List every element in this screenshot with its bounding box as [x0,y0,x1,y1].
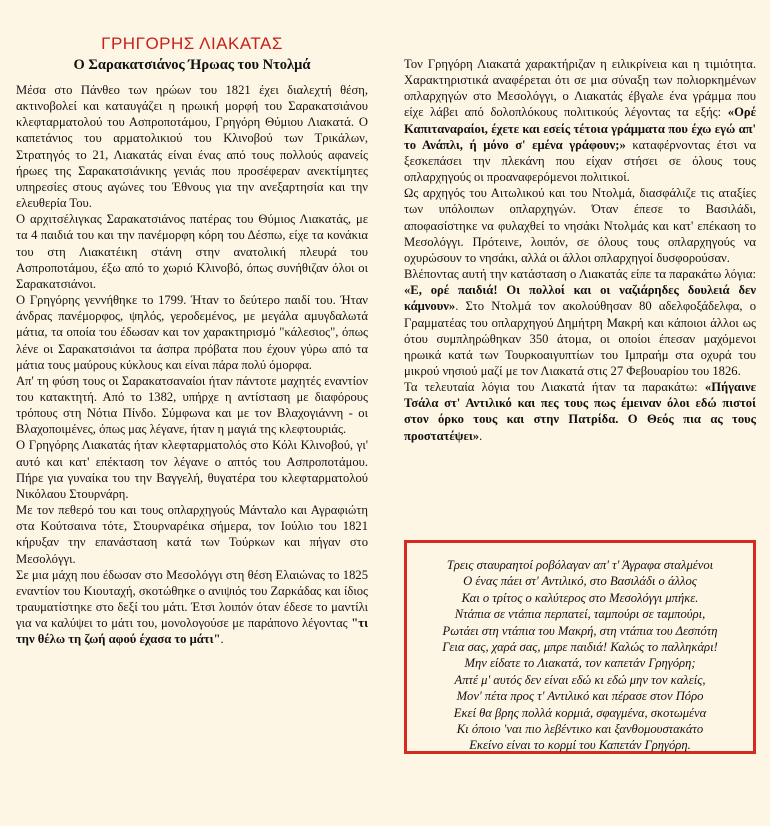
paragraph-text: Βλέποντας αυτή την κατάσταση ο Λιακατάς είπε τα παρακάτω λόγια: [404,267,756,282]
poem-line: Κι όποιο 'ναι πιο λεβέντικο και ξανθομουστακάτο [456,722,704,737]
paragraph-text: Σε μια μάχη που έδωσαν στο Μεσολόγγι στη θέση Ελαιώνας το 1825 εναντίον του Κιουταχή, σκοτώθηκε ο ανιψιός του Ζαρκάδας και ίδιος τραυματίστηκε στο δεξί του μάτι. Έτσι λοιπόν όταν έδεσε το μαντίλι για να καλύψει το μάτι του, μονολογούσε με παράπονο λέγοντας [16,567,368,631]
poem-line: Ο ένας πάει στ' Αντιλικό, στο Βασιλάδι ο άλλος [463,574,697,589]
poem-line: Εκεί θα βρης πολλά κορμιά, σφαγμένα, σκοτωμένα [453,705,707,720]
paragraph: Ο Γρηγόρης γεννήθηκε το 1799. Ήταν το δεύτερο παιδί του. Ήταν άνδρας πανέμορφος, ψηλός, γεροδεμένος, με μεγάλα αμυγδαλωτά μάτια, τα οποία του έδωσαν και τον χαρακτηρισμό "κάλεσιος", όπως λένε οι Σαρακατσιάνοι τα άσπρα πρόβατα που έχουν γύρω από τα μάτια τους μαύρους κύκλους και είναι πάρα πολύ όμορφα. [16,293,368,372]
poem-line: Μην είδατε το Λιακατά, τον καπετάν Γρηγόρη; [464,656,696,671]
quote-bold: «Πήγαινε Τσάλα στ' Αντιλικό και πες τους πως έμειναν όλοι εδώ πιστοί στον όρκο τους και στην Πατρίδα. Ο Θεός πια ας τους προστατέψει» [404,380,756,443]
paragraph-end: . [479,428,483,443]
paragraph-end: . [220,632,224,647]
poem-line: Ρωτάει στη ντάπια του Μακρή, στη ντάπια του Δεσπότη [442,623,718,638]
article-title: ΓΡΗΓΟΡΗΣ ΛΙΑΚΑΤΑΣ [101,34,283,53]
poem-line: Απτέ μ' αυτός δεν είναι εδώ κι εδώ μην τον καλείς, [454,672,706,687]
poem-box [404,540,756,754]
poem-line: Μον' πέτα προς τ' Αντιλικό και πέρασε στον Πόρο [456,689,704,704]
right-column [404,56,756,444]
paragraph: Ο αρχιτσέλιγκας Σαρακατσιάνος πατέρας του Θύμιος Λιακατάς, με τα 4 παιδιά του και την πανέμορφη κόρη του Δέσπω, είχε τα κονάκια του στη Λιακατέικη στάνη στην ανατολική πλευρά του Ασπροποτάμου, έξω από το χωριό Κλινοβό, όπως συνήθιζαν όλοι οι Σαρακατσιάνοι. [16,212,368,291]
paragraph: Ως αρχηγός του Αιτωλικού και του Ντολμά, διασφάλιζε τις αταξίες των υπόλοιπων οπλαρχηγών. Όταν έπεσε το Βασιλάδι, αποφασίστηκε να φυλαχθεί το νησάκι Ντολμάς και κατ' επέκαση το Μεσολόγγι. Πρότεινε, λοιπόν, σε όλους τους οπλαρχηγούς να οχυρώσουν το νησάκι, αλλά οι άλλοι οπλαρχηγοί δυσφορούσαν. [404,186,756,265]
paragraph [16,567,368,648]
left-column [16,0,368,647]
poem-line: Γεια σας, χαρά σας, μπρε παιδιά! Καλώς το παλληκάρι! [442,640,718,655]
paragraph: Ο Γρηγόρης Λιακατάς ήταν κλεφταρματολός στο Κόλι Κλινοβού, γι' αυτό και κατ' επέκταση τον λέγανε ο απτός του Ασπροποτάμου. Πήρε για γυναίκα του την Βαγγελή, θυγατέρα του κλεφταρματολού Νικόλαου Στουρνάρη. [16,438,368,501]
poem-line: Ντάπια σε ντάπια περπατεί, ταμπούρι σε ταμπούρι, [454,607,706,622]
quote-bold: "τι την θέλω τη ζωή αφού έχασα το μάτι" [16,616,368,647]
quote-bold: «Ε, ορέ παιδιά! Οι πολλοί και οι ναζιάρηδες δουλειά δεν κάμνουν» [404,283,756,314]
poem-line: Και ο τρίτος ο καλύτερος στο Μεσολόγγι μπήκε. [461,590,699,605]
paragraph: Με τον πεθερό του και τους οπλαρχηγούς Μάνταλο και Αγραφιώτη στα Κούτσαινα τότε, Στουρναρέικα σήμερα, τον Ιούλιο του 1821 κήρυξαν την επανάσταση κατά των Τούρκων και πήγαν στο Μεσολόγγι. [16,503,368,566]
paragraph-end: καταφέρνοντας έτσι να ξεσκεπάσει την πλεκάνη που είχαν στήσει σε όλους τους οπλαρχηγούς οι προαναφερόμενοι πολιτικοί. [404,137,757,185]
quote-bold: «Ορέ Καπιταναραίοι, έχετε και εσείς τέτοια γράμματα που έχω εγώ απ' το Ανάπλι, ή μόνο σ' εμένα γράφουν;» [404,105,756,152]
paragraph [404,379,756,444]
paragraph-end: . Στο Ντολμά τον ακολούθησαν 80 αδελφοξάδελφα, ο Γραμματέας του οπλαρχηγού Δημήτρη Μακρή και κάποιοι άλλοι ως ότου συμπληρώθηκαν 350 άτομα, οι οποίοι έπεσαν μαχόμενοι ηρωικά κατά των Τουρκοαιγυπτίων του Ιμπραήμ στα οχυρά του μικρού νησιού μαζί με τον Λιακατά στις 27 Φεβουαρίου του 1826. [404,299,756,378]
poem-line: Τρεις σταυραητοί ροβόλαγαν απ' τ' Άγραφα σταλμένοι [446,558,714,572]
article-subtitle: Ο Σαρακατσιάνος Ήρωας του Ντολμά [73,57,311,73]
paragraph: Απ' τη φύση τους οι Σαρακατσαναίοι ήταν πάντοτε μαχητές εναντίον του κατακτητή. Από το 1382, υπήρχε η αντίσταση με διαφόρους τρόπους στη Νότια Πίνδο. Σύμφωνα και με τον Βλαχογιάννη - οι Βλαχοποιμένες, όπως μας λέγανε, ήταν η μαγιά της κλεφτουριάς. [16,373,368,437]
paragraph-text: Τον Γρηγόρη Λιακατά χαρακτήριζαν η ειλικρίνεια και η τιμιότητα. Χαρακτηριστικά αναφέρεται ότι σε μια σύναξη των πολιορκημένων οπλαρχηγών στο Μεσολόγγι, ο Λιακατάς έβγαλε ένα γράμμα που είχε λάβει από δολοπλόκους πολιτικούς λέγοντας τα εξής: [404,57,756,120]
poem-line: Εκείνο είναι το κορμί του Καπετάν Γρηγόρη. [469,738,691,753]
paragraph: Μέσα στο Πάνθεο των ηρώων του 1821 έχει διαλεχτή θέση, ακτινοβολεί και καταυγάζει η ηρωική μορφή του Σαρακατσιάνου κλεφταρματολού του Ασπροποτάμου, Γρηγόρη Θύμιου Λιακατά. Ο καπετάνιος του αρματολικιού του Κλινοβού των Τρικάλων, Στρατηγός το 21, Λιακατάς είναι ένας από τους πολλούς αφανείς ήρωες της Σαρακατσιάνικης γενιάς που προσέφεραν ανεκτίμητες υπηρεσίες στους αγώνες του Έθνους για την ανεξαρτησία και την ελευθερία Του. [16,83,368,211]
paragraph-text: Τα τελευταία λόγια του Λιακατά ήταν τα παρακάτω: [404,380,705,395]
paragraph [404,56,756,185]
paragraph [404,266,756,379]
